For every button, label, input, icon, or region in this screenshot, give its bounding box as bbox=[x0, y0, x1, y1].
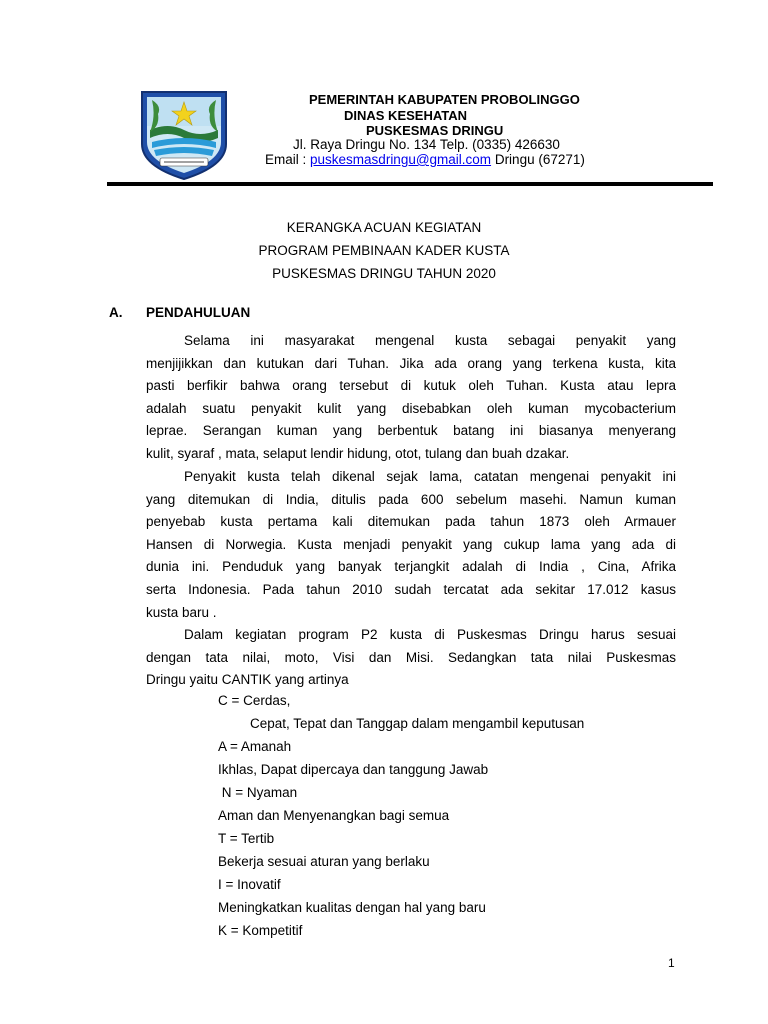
paragraph-line: serta Indonesia. Pada tahun 2010 sudah tercatat ada sekitar 17.012 kasus bbox=[146, 581, 676, 597]
paragraph-line: Dalam kegiatan program P2 kusta di Puskesmas Dringu harus sesuai bbox=[184, 627, 676, 642]
paragraph-line: pasti berfikir bahwa orang tersebut di kutuk oleh Tuhan. Kusta atau lepra bbox=[146, 378, 676, 394]
cantik-desc-t: Bekerja sesuai aturan yang berlaku bbox=[218, 854, 430, 869]
header-email-line bbox=[265, 152, 585, 167]
paragraph-line: menjijikkan dan kutukan dari Tuhan. Jika ada orang yang terkena kusta, kita bbox=[146, 355, 676, 371]
probolinggo-regency-emblem-icon bbox=[138, 86, 230, 182]
paragraph-line: Selama ini masyarakat mengenal kusta sebagai penyakit yang bbox=[184, 333, 676, 348]
page-number: 1 bbox=[668, 956, 675, 970]
cantik-item-t: T = Tertib bbox=[218, 831, 275, 846]
email-suffix: Dringu (67271) bbox=[491, 152, 585, 167]
header-puskesmas-name: PUSKESMAS DRINGU bbox=[366, 123, 504, 138]
header-address: Jl. Raya Dringu No. 134 Telp. (0335) 426630 bbox=[293, 137, 560, 152]
cantik-desc-a: Ikhlas, Dapat dipercaya dan tanggung Jawab bbox=[218, 762, 489, 777]
paragraph-line: kulit, syaraf , mata, selaput lendir hidung, otot, tulang dan buah dzakar. bbox=[146, 445, 570, 461]
email-link[interactable]: puskesmasdringu@gmail.com bbox=[310, 152, 492, 167]
cantik-item-k: K = Kompetitif bbox=[218, 923, 303, 938]
cantik-desc-c: Cepat, Tepat dan Tanggap dalam mengambil keputusan bbox=[250, 716, 585, 731]
paragraph-line: leprae. Serangan kuman yang berbentuk batang ini biasanya menyerang bbox=[146, 423, 676, 439]
paragraph-3 bbox=[146, 624, 676, 692]
paragraph-2 bbox=[146, 466, 676, 624]
paragraph-line: dunia ini. Penduduk yang banyak terjangkit adalah di India , Cina, Afrika bbox=[146, 559, 676, 575]
section-heading: PENDAHULUAN bbox=[146, 305, 251, 320]
email-label: Email : bbox=[265, 152, 307, 167]
document-title-line1: KERANGKA ACUAN KEGIATAN bbox=[286, 220, 482, 235]
header-agency-name: DINAS KESEHATAN bbox=[344, 108, 468, 123]
header-divider bbox=[107, 182, 713, 186]
section-letter: A. bbox=[109, 305, 123, 320]
cantik-item-n: N = Nyaman bbox=[218, 785, 298, 800]
paragraph-1 bbox=[146, 330, 676, 466]
cantik-item-i: I = Inovatif bbox=[218, 877, 281, 892]
document-title-line2: PROGRAM PEMBINAAN KADER KUSTA bbox=[258, 243, 510, 258]
paragraph-line: Penyakit kusta telah dikenal sejak lama, catatan mengenai penyakit ini bbox=[184, 469, 676, 484]
paragraph-line: penyebab kusta pertama kali ditemukan pada tahun 1873 oleh Armauer bbox=[146, 514, 676, 530]
header-government-name: PEMERINTAH KABUPATEN PROBOLINGGO bbox=[309, 92, 580, 107]
cantik-desc-n: Aman dan Menyenangkan bagi semua bbox=[218, 808, 450, 823]
document-title-line3: PUSKESMAS DRINGU TAHUN 2020 bbox=[272, 266, 496, 281]
paragraph-line: dengan tata nilai, moto, Visi dan Misi. Sedangkan tata nilai Puskesmas bbox=[146, 649, 676, 665]
cantik-item-c: C = Cerdas, bbox=[218, 693, 291, 708]
paragraph-line: kusta baru . bbox=[146, 604, 217, 620]
paragraph-line: yang ditemukan di India, ditulis pada 600 sebelum masehi. Namun kuman bbox=[146, 491, 676, 507]
paragraph-line: Hansen di Norwegia. Kusta menjadi penyakit yang cukup lama yang ada di bbox=[146, 536, 676, 552]
paragraph-line: Dringu yaitu CANTIK yang artinya bbox=[146, 672, 349, 688]
paragraph-line: adalah suatu penyakit kulit yang disebabkan oleh kuman mycobacterium bbox=[146, 400, 676, 416]
cantik-item-a: A = Amanah bbox=[218, 739, 292, 754]
cantik-desc-i: Meningkatkan kualitas dengan hal yang baru bbox=[218, 900, 486, 915]
